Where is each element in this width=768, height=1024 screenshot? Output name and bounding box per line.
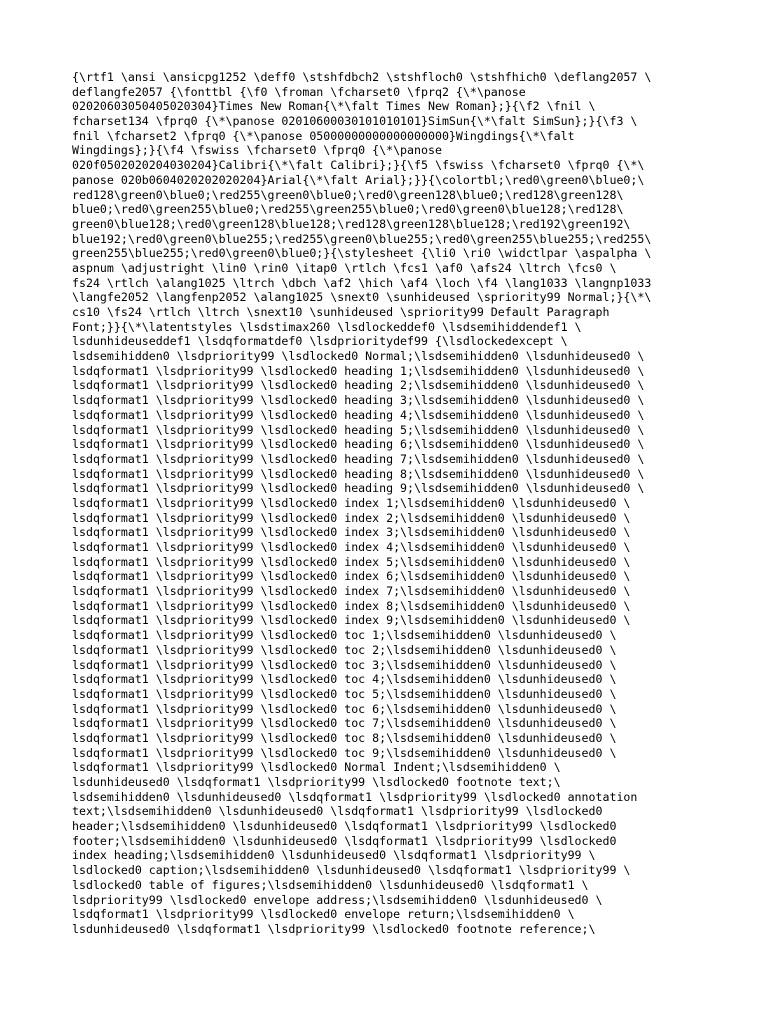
document-text-line: lsdqformat1 \lsdpriority99 \lsdlocked0 index 8;\lsdsemihidden0 \lsdunhideused0 \ bbox=[72, 598, 631, 613]
document-text-line: lsdqformat1 \lsdpriority99 \lsdlocked0 toc 7;\lsdsemihidden0 \lsdunhideused0 \ bbox=[72, 716, 617, 731]
document-text-line: lsdqformat1 \lsdpriority99 \lsdlocked0 toc 8;\lsdsemihidden0 \lsdunhideused0 \ bbox=[72, 730, 617, 745]
document-text-line: lsdqformat1 \lsdpriority99 \lsdlocked0 heading 4;\lsdsemihidden0 \lsdunhideused0 \ bbox=[72, 407, 645, 422]
document-text-line: fs24 \rtlch \alang1025 \ltrch \dbch \af2 \hich \af4 \loch \f4 \lang1033 \langnp1033 bbox=[72, 275, 652, 290]
document-text-line: fnil \fcharset2 \fprq0 {\*\panose 05000000000000000000}Wingdings{\*\falt bbox=[72, 128, 575, 143]
document-text-line: {\rtf1 \ansi \ansicpg1252 \deff0 \stshfdbch2 \stshfloch0 \stshfhich0 \deflang2057 \ bbox=[72, 70, 652, 84]
document-text-line: deflangfe2057 {\fonttbl {\f0 \froman \fcharset0 \fprq2 {\*\panose bbox=[72, 84, 526, 99]
document-text-line: lsdqformat1 \lsdpriority99 \lsdlocked0 heading 5;\lsdsemihidden0 \lsdunhideused0 \ bbox=[72, 422, 645, 437]
document-text-line: lsdqformat1 \lsdpriority99 \lsdlocked0 heading 2;\lsdsemihidden0 \lsdunhideused0 \ bbox=[72, 378, 645, 393]
document-text-line: lsdqformat1 \lsdpriority99 \lsdlocked0 heading 3;\lsdsemihidden0 \lsdunhideused0 \ bbox=[72, 393, 645, 408]
document-text-line: lsdqformat1 \lsdpriority99 \lsdlocked0 heading 1;\lsdsemihidden0 \lsdunhideused0 \ bbox=[72, 363, 645, 378]
document-text-line: lsdunhideused0 \lsdqformat1 \lsdpriority99 \lsdlocked0 footnote text;\ bbox=[72, 775, 561, 789]
document-text-line: blue0;\red0\green255\blue0;\red255\green255\blue0;\red0\green0\blue128;\red128\ bbox=[72, 202, 624, 217]
document-text-line: lsdqformat1 \lsdpriority99 \lsdlocked0 index 4;\lsdsemihidden0 \lsdunhideused0 \ bbox=[72, 540, 631, 554]
document-text-line: lsdqformat1 \lsdpriority99 \lsdlocked0 heading 8;\lsdsemihidden0 \lsdunhideused0 \ bbox=[72, 466, 645, 481]
document-text-line: blue192;\red0\green0\blue255;\red255\green0\blue255;\red0\green255\blue255;\red255\ bbox=[72, 231, 652, 246]
document-text-line: lsdqformat1 \lsdpriority99 \lsdlocked0 toc 2;\lsdsemihidden0 \lsdunhideused0 \ bbox=[72, 642, 617, 657]
document-text-line: lsdqformat1 \lsdpriority99 \lsdlocked0 toc 4;\lsdsemihidden0 \lsdunhideused0 \ bbox=[72, 672, 617, 687]
document-text-line: red128\green0\blue0;\red255\green0\blue0;\red0\green128\blue0;\red128\green128\ bbox=[72, 187, 624, 202]
document-text-line: aspnum \adjustright \lin0 \rin0 \itap0 \rtlch \fcs1 \af0 \afs24 \ltrch \fcs0 \ bbox=[72, 260, 617, 275]
document-text-line: 02020603050405020304}Times New Roman{\*\falt Times New Roman};}{\f2 \fnil \ bbox=[72, 99, 596, 114]
document-text-line: lsdlocked0 table of figures;\lsdsemihidden0 \lsdunhideused0 \lsdqformat1 \ bbox=[72, 877, 589, 892]
document-text-line: lsdqformat1 \lsdpriority99 \lsdlocked0 index 2;\lsdsemihidden0 \lsdunhideused0 \ bbox=[72, 510, 631, 525]
document-text-line: lsdqformat1 \lsdpriority99 \lsdlocked0 heading 7;\lsdsemihidden0 \lsdunhideused0 \ bbox=[72, 451, 645, 466]
document-text-line: green0\blue128;\red0\green128\blue128;\red128\green128\blue128;\red192\green192\ bbox=[72, 216, 631, 231]
document-text-line: \langfe2052 \langfenp2052 \alang1025 \snext0 \sunhideused \spriority99 Normal;}{\*\ bbox=[72, 290, 652, 305]
document-text-line: footer;\lsdsemihidden0 \lsdunhideused0 \lsdqformat1 \lsdpriority99 \lsdlocked0 bbox=[72, 833, 617, 848]
document-text-line: lsdqformat1 \lsdpriority99 \lsdlocked0 heading 9;\lsdsemihidden0 \lsdunhideused0 \ bbox=[72, 481, 645, 496]
document-text-line: lsdunhideused0 \lsdqformat1 \lsdpriority99 \lsdlocked0 footnote reference;\ bbox=[72, 921, 596, 936]
document-text-line: header;\lsdsemihidden0 \lsdunhideused0 \lsdqformat1 \lsdpriority99 \lsdlocked0 bbox=[72, 819, 617, 834]
document-text-line: lsdlocked0 caption;\lsdsemihidden0 \lsdunhideused0 \lsdqformat1 \lsdpriority99 \ bbox=[72, 863, 631, 878]
document-text-line: lsdqformat1 \lsdpriority99 \lsdlocked0 index 7;\lsdsemihidden0 \lsdunhideused0 \ bbox=[72, 584, 631, 599]
document-text-line: cs10 \fs24 \rtlch \ltrch \snext10 \sunhideused \spriority99 Default Paragraph bbox=[72, 305, 610, 319]
document-text-line: lsdqformat1 \lsdpriority99 \lsdlocked0 toc 3;\lsdsemihidden0 \lsdunhideused0 \ bbox=[72, 657, 617, 672]
document-text-line: lsdunhideuseddef1 \lsdqformatdef0 \lsdprioritydef99 {\lsdlockedexcept \ bbox=[72, 334, 568, 349]
document-text-line: lsdqformat1 \lsdpriority99 \lsdlocked0 heading 6;\lsdsemihidden0 \lsdunhideused0 \ bbox=[72, 437, 645, 452]
document-text-line: green255\blue255;\red0\green0\blue0;}{\stylesheet {\li0 \ri0 \widctlpar \aspalpha \ bbox=[72, 246, 652, 261]
document-text-line: lsdqformat1 \lsdpriority99 \lsdlocked0 index 5;\lsdsemihidden0 \lsdunhideused0 \ bbox=[72, 554, 631, 569]
document-text-line: fcharset134 \fprq0 {\*\panose 02010600030101010101}SimSun{\*\falt SimSun};}{\f3 \ bbox=[72, 114, 638, 129]
document-text-line: lsdqformat1 \lsdpriority99 \lsdlocked0 toc 9;\lsdsemihidden0 \lsdunhideused0 \ bbox=[72, 745, 617, 760]
document-text-line: Font;}}{\*\latentstyles \lsdstimax260 \lsdlockeddef0 \lsdsemihiddendef1 \ bbox=[72, 319, 582, 334]
document-text-line: lsdqformat1 \lsdpriority99 \lsdlocked0 toc 5;\lsdsemihidden0 \lsdunhideused0 \ bbox=[72, 686, 617, 701]
document-text-line: Wingdings};}{\f4 \fswiss \fcharset0 \fprq0 {\*\panose bbox=[72, 143, 442, 158]
document-text-line: lsdqformat1 \lsdpriority99 \lsdlocked0 envelope return;\lsdsemihidden0 \ bbox=[72, 907, 575, 922]
document-text-line: lsdqformat1 \lsdpriority99 \lsdlocked0 index 9;\lsdsemihidden0 \lsdunhideused0 \ bbox=[72, 613, 631, 628]
document-text-line: index heading;\lsdsemihidden0 \lsdunhideused0 \lsdqformat1 \lsdpriority99 \ bbox=[72, 848, 596, 863]
document-text-line: lsdqformat1 \lsdpriority99 \lsdlocked0 index 3;\lsdsemihidden0 \lsdunhideused0 \ bbox=[72, 525, 631, 540]
document-text-line: lsdqformat1 \lsdpriority99 \lsdlocked0 index 1;\lsdsemihidden0 \lsdunhideused0 \ bbox=[72, 495, 631, 510]
document-text-line: lsdpriority99 \lsdlocked0 envelope address;\lsdsemihidden0 \lsdunhideused0 \ bbox=[72, 892, 603, 907]
document-text-line: lsdqformat1 \lsdpriority99 \lsdlocked0 toc 1;\lsdsemihidden0 \lsdunhideused0 \ bbox=[72, 628, 617, 643]
document-text-line: panose 020b0604020202020204}Arial{\*\falt Arial};}}{\colortbl;\red0\green0\blue0;\ bbox=[72, 172, 645, 187]
document-text-line: lsdsemihidden0 \lsdpriority99 \lsdlocked0 Normal;\lsdsemihidden0 \lsdunhideused0 \ bbox=[72, 349, 645, 364]
document-text-line: 020f0502020204030204}Calibri{\*\falt Calibri};}{\f5 \fswiss \fcharset0 \fprq0 {\*\ bbox=[72, 158, 645, 173]
document-text-line: lsdsemihidden0 \lsdunhideused0 \lsdqformat1 \lsdpriority99 \lsdlocked0 annotation bbox=[72, 789, 638, 804]
document-text-line: lsdqformat1 \lsdpriority99 \lsdlocked0 Normal Indent;\lsdsemihidden0 \ bbox=[72, 760, 561, 775]
document-page bbox=[72, 70, 712, 937]
document-text-line: text;\lsdsemihidden0 \lsdunhideused0 \lsdqformat1 \lsdpriority99 \lsdlocked0 bbox=[72, 804, 603, 819]
document-text-line: lsdqformat1 \lsdpriority99 \lsdlocked0 index 6;\lsdsemihidden0 \lsdunhideused0 \ bbox=[72, 569, 631, 584]
document-text-line: lsdqformat1 \lsdpriority99 \lsdlocked0 toc 6;\lsdsemihidden0 \lsdunhideused0 \ bbox=[72, 701, 617, 716]
